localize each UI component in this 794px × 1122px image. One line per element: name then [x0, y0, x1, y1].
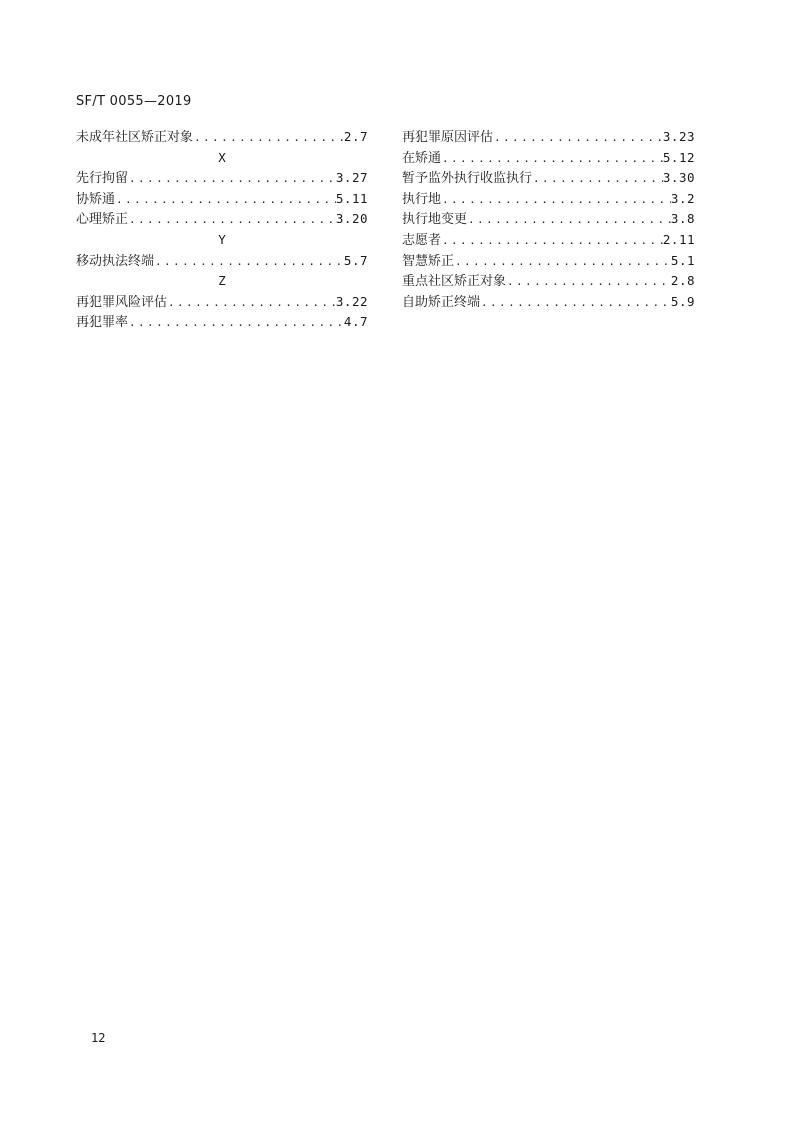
index-term: 智慧矫正 — [402, 253, 455, 269]
leader-dots — [441, 190, 671, 210]
index-term: 志愿者 — [402, 232, 442, 248]
index-term: 先行拘留 — [76, 171, 129, 187]
index-ref: 3.8 — [670, 211, 695, 227]
leader-dots — [128, 210, 336, 230]
index-term: 自助矫正终端 — [402, 294, 481, 310]
index-entry — [76, 251, 368, 272]
index-ref: 3.23 — [662, 129, 695, 144]
index-ref: 5.12 — [662, 149, 695, 165]
index-entry — [76, 168, 368, 189]
index-term: 执行地变更 — [402, 212, 468, 228]
index-ref: 3.30 — [662, 170, 695, 186]
index-letter-heading: Y — [218, 231, 226, 247]
index-ref: 2.7 — [343, 129, 368, 144]
leader-dots — [441, 149, 663, 169]
leader-dots — [128, 313, 344, 333]
index-entry — [76, 312, 368, 333]
index-entry — [402, 127, 695, 148]
leader-dots — [441, 231, 663, 251]
index-ref: 4.7 — [343, 314, 368, 330]
leader-dots — [154, 252, 344, 272]
index-term: 再犯罪率 — [76, 315, 129, 331]
leader-dots — [493, 128, 663, 148]
index-ref: 3.27 — [335, 170, 368, 186]
index-entry — [402, 230, 695, 251]
index-entry — [402, 209, 695, 230]
index-ref: 2.11 — [662, 231, 695, 247]
index-term: 暂予监外执行收监执行 — [402, 171, 533, 187]
index-entry — [402, 292, 695, 313]
leader-dots — [467, 210, 671, 230]
index-entry — [402, 189, 695, 210]
index-ref: 3.20 — [335, 211, 368, 227]
index-ref: 2.8 — [670, 273, 695, 289]
index-entry — [402, 168, 695, 189]
index-ref: 3.2 — [670, 190, 695, 206]
leader-dots — [480, 293, 671, 313]
index-entry — [76, 292, 368, 313]
index-ref: 3.22 — [335, 293, 368, 309]
index-entry — [402, 148, 695, 169]
leader-dots — [532, 169, 663, 189]
leader-dots — [454, 252, 671, 272]
index-term: 再犯罪风险评估 — [76, 294, 168, 310]
index-term: 在矫通 — [402, 150, 442, 166]
index-term: 重点社区矫正对象 — [402, 274, 507, 290]
page-number: 12 — [91, 1031, 106, 1045]
index-term: 协矫通 — [76, 191, 116, 207]
index-entry — [402, 251, 695, 272]
index-entry — [402, 271, 695, 292]
document-code: SF/T 0055—2019 — [76, 94, 192, 109]
index-ref: 5.11 — [335, 190, 368, 206]
index-column-left — [76, 127, 368, 333]
index-term: 未成年社区矫正对象 — [76, 130, 194, 145]
index-letter-heading: X — [218, 149, 226, 165]
leader-dots — [506, 272, 671, 292]
index-term: 执行地 — [402, 191, 442, 207]
index-ref: 5.7 — [343, 252, 368, 268]
index-entry — [76, 189, 368, 210]
index-term: 心理矫正 — [76, 212, 129, 228]
index-ref: 5.1 — [670, 252, 695, 268]
index-term: 再犯罪原因评估 — [402, 130, 494, 145]
index-column-right — [402, 127, 695, 312]
index-entry — [76, 127, 368, 148]
index-term: 移动执法终端 — [76, 253, 155, 269]
index-ref: 5.9 — [670, 293, 695, 309]
index-entry — [76, 209, 368, 230]
leader-dots — [128, 169, 336, 189]
index-letter-heading: Z — [218, 273, 226, 289]
leader-dots — [115, 190, 336, 210]
leader-dots — [193, 128, 344, 148]
leader-dots — [167, 293, 336, 313]
